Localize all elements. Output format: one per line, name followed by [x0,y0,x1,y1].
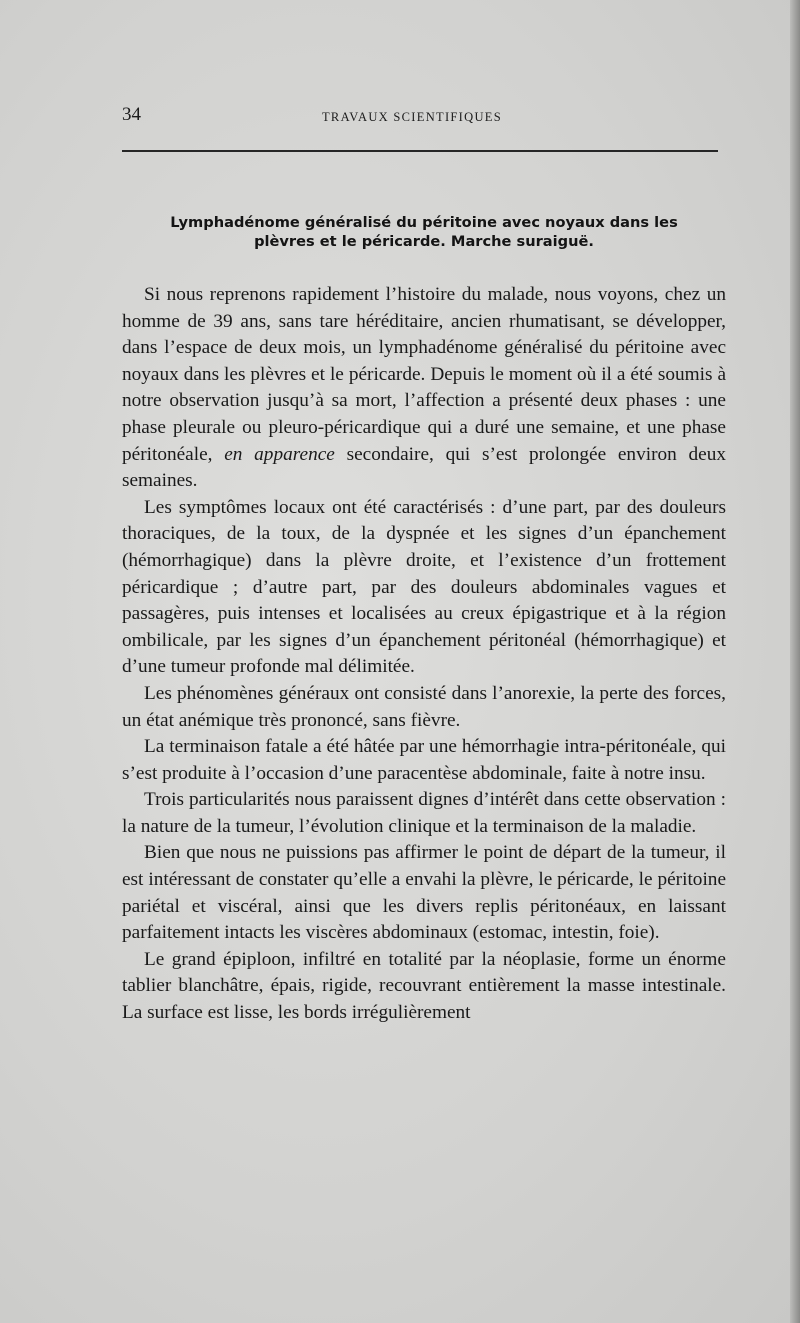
paragraph-7: Le grand épiploon, infiltré en totalité par la néoplasie, forme un énorme tablier blanchâtre, épais, rigide, recouvrant entièrement la masse intestinale. La surface est lisse, les bords irrégulièrement [122,948,726,1024]
page-number: 34 [122,104,141,125]
running-title: TRAVAUX SCIENTIFIQUES [322,110,502,124]
page-edge-shadow [790,0,800,1323]
section-title [122,213,726,251]
header-rule [122,150,718,152]
paragraph-1-end: secondaire, qui s’est prolongée environ deux semaines. [122,443,726,492]
paragraph-6: Bien que nous ne puissions pas affirmer le point de départ de la tumeur, il est intéressant de constater qu’elle a envahi la plèvre, le péricarde, le péritoine pariétal et viscéral, ainsi que les divers replis péritonéaux, en laissant parfaitement intacts les viscères abdominaux (estomac, intestin, foie). [122,842,726,944]
paragraph-1 [122,282,726,495]
body-text [122,282,726,1027]
section-title-line-2: plèvres et le péricarde. Marche suraiguë. [254,233,594,250]
paragraph-5: Trois particularités nous paraissent dignes d’intérêt dans cette observation : la nature de la tumeur, l’évolution clinique et la terminaison de la maladie. [122,789,726,837]
section-title-line-1: Lymphadénome généralisé du péritoine avec noyaux dans les [170,214,678,231]
paragraph-1-italic: en apparence [224,443,335,465]
paragraph-1-start: Si nous reprenons rapidement l’histoire du malade, nous voyons, chez un homme de 39 ans, sans tare héréditaire, ancien rhumatisant, se développer, dans l’espace de deux mois, un lymphadénome généralisé du péritoine avec noyaux dans les plèvres et le péricarde. Depuis le moment où il a été soumis à notre observation jusqu’à sa mort, l’affection a présenté deux phases : une phase pleurale ou pleuro-péricardique qui a duré une semaine, et une phase péritonéale, [122,284,726,465]
running-header [122,104,718,130]
paragraph-4: La terminaison fatale a été hâtée par une hémorrhagie intra-péritonéale, qui s’est produite à l’occasion d’une paracentèse abdominale, faite à notre insu. [122,736,726,784]
paragraph-3: Les phénomènes généraux ont consisté dans l’anorexie, la perte des forces, un état anémique très prononcé, sans fièvre. [122,682,726,731]
paragraph-2: Les symptômes locaux ont été caractérisés : d’une part, par des douleurs thoraciques, de la toux, de la dyspnée et les signes d’un épanchement (hémorrhagique) dans la plèvre droite, et l’existence d’un frottement péricardique ; d’autre part, par des douleurs abdominales vagues et passagères, puis intenses et localisées au creux épigastrique et à la région ombilicale, par les signes d’un épanchement péritonéal (hémorrhagique) et d’une tumeur profonde mal délimitée. [122,496,726,678]
